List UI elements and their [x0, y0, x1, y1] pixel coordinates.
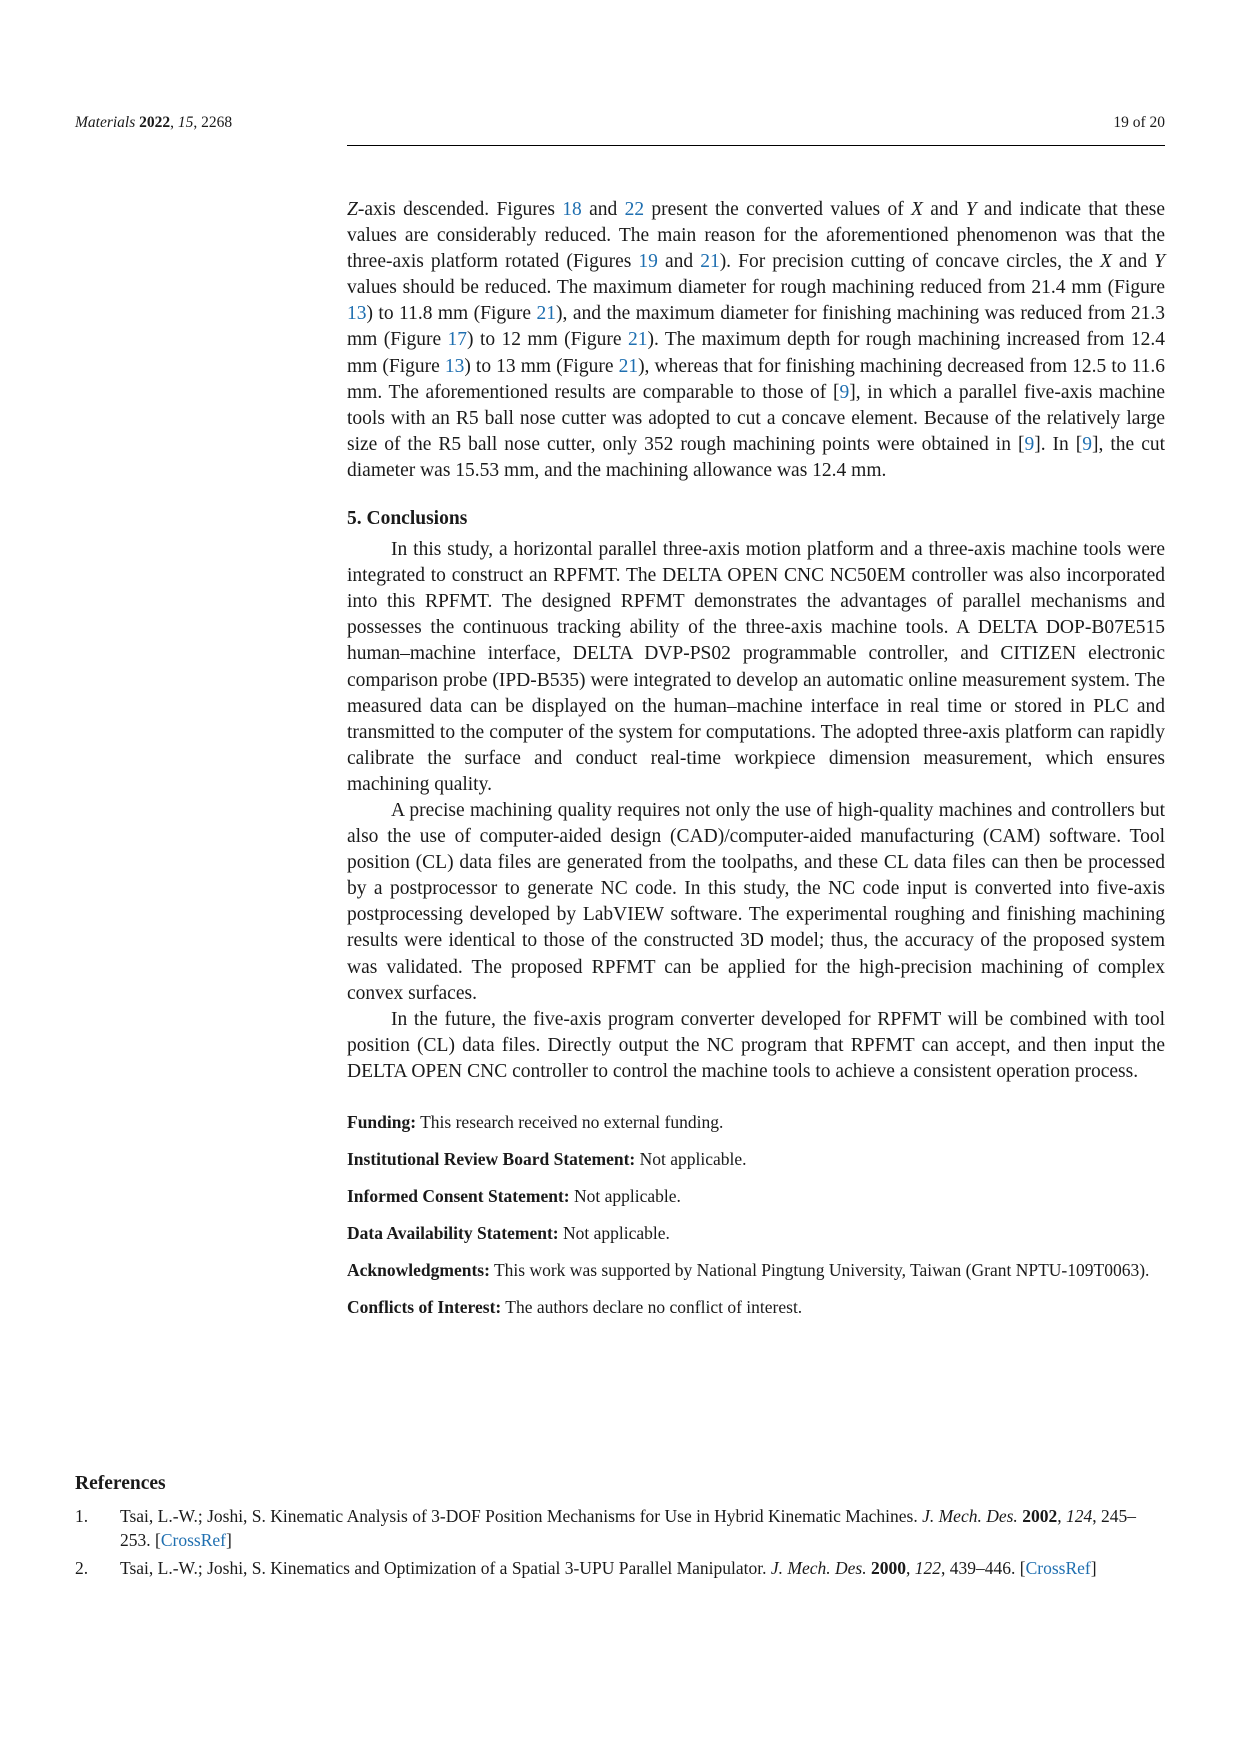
figure-link-13[interactable]: 13 [444, 355, 465, 377]
crossref-link[interactable]: CrossRef [160, 1530, 226, 1550]
conclusion-paragraph-3: In the future, the five-axis program converter developed for RPFMT will be combined with tool position (CL) data files. Directly output the NC program that RPFMT can accept, and then input the DELTA OPEN CNC controller to control the machine tools to achieve a consistent operation process. [347, 1008, 1165, 1082]
page-number: 19 of 20 [1113, 114, 1165, 131]
irb-statement: Institutional Review Board Statement: Not applicable. [347, 1149, 747, 1169]
acknowledgments: Acknowledgments: This work was supported by National Pingtung University, Taiwan (Grant NPTU-109T0063). [347, 1260, 1150, 1280]
header-divider [347, 145, 1165, 146]
journal-citation: Materials 2022, 15, 2268 [75, 114, 233, 131]
figure-link-22[interactable]: 22 [624, 199, 645, 220]
reference-item: 1. Tsai, L.-W.; Joshi, S. Kinematic Analysis of 3-DOF Position Mechanisms for Use in Hybrid Kinematic Machines. J. Mech. Des. 2002, 124, 245–253. [CrossRef] [75, 1506, 1136, 1550]
continued-paragraph: Z-axis descended. Figures 18 and 22 present the converted values of X and Y and indicate that these values are considerably reduced. The main reason for the aforementioned phenomenon was that the three-axis platform rotated (Figures 19 and 21). For precision cutting of concave circles, the X and Y values should be reduced. The maximum diameter for rough machining reduced from 21.4 mm (Figure 13) to 11.8 mm (Figure 21), and the maximum diameter for finishing machining was reduced from 21.3 mm (Figure 17) to 12 mm (Figure 21). The maximum depth for rough machining increased from 12.4 mm (Figure 13) to 13 mm (Figure 21), whereas that for finishing machining decreased from 12.5 to 11.6 mm. The aforementioned results are comparable to those of [9], in which a parallel five-axis machine tools with an R5 ball nose cutter was adopted to cut a concave element. Because of the relatively large size of the R5 ball nose cutter, only 352 rough machining points were obtained in [9]. In [9], the cut diameter was 15.53 mm, and the machining allowance was 12.4 mm. [347, 199, 1166, 481]
figure-link-21[interactable]: 21 [627, 329, 648, 351]
figure-link-13[interactable]: 13 [347, 303, 367, 325]
conclusion-paragraph-2: A precise machining quality requires not only the use of high-quality machines and controllers but also the use of computer-aided design (CAD)/computer-aided manufacturing (CAM) software. Tool position (CL) data files are generated from the toolpaths, and these CL data files can then be processed by a postprocessor to generate NC code. In this study, the NC code input is converted into five-axis postprocessing developed by LabVIEW software. The experimental roughing and finishing machining results were identical to those of the constructed 3D model; thus, the accuracy of the proposed system was validated. The proposed RPFMT can be applied for the high-precision machining of complex convex surfaces. [347, 799, 1165, 1004]
conflicts-statement: Conflicts of Interest: The authors declare no conflict of interest. [347, 1297, 803, 1317]
figure-link-21[interactable]: 21 [536, 303, 557, 325]
back-matter [347, 1110, 1165, 1319]
section-heading: 5. Conclusions [347, 508, 468, 530]
figure-link-21[interactable]: 21 [618, 355, 639, 377]
reference-link-9[interactable]: 9 [839, 381, 850, 403]
crossref-link[interactable]: CrossRef [1025, 1558, 1091, 1578]
figure-link-19[interactable]: 19 [638, 251, 658, 273]
consent-statement: Informed Consent Statement: Not applicable. [347, 1186, 681, 1206]
figure-link-17[interactable]: 17 [447, 329, 468, 351]
references-heading: References [75, 1473, 166, 1494]
data-availability-statement: Data Availability Statement: Not applicable. [347, 1223, 670, 1243]
reference-link-9[interactable]: 9 [1024, 433, 1035, 455]
reference-number: 1. [75, 1506, 89, 1526]
figure-link-21[interactable]: 21 [700, 251, 720, 273]
reference-link-9[interactable]: 9 [1082, 433, 1093, 455]
conclusion-paragraph-1: In this study, a horizontal parallel three-axis motion platform and a three-axis machine tools were integrated to construct an RPFMT. The DELTA OPEN CNC NC50EM controller was also incorporated into this RPFMT. The designed RPFMT demonstrates the advantages of parallel mechanisms and possesses the continuous tracking ability of the three-axis machine tools. A DELTA DOP-B07E515 human–machine interface, DELTA DVP-PS02 programmable controller, and CITIZEN electronic comparison probe (IPD-B535) were integrated to develop an automatic online measurement system. The measured data can be displayed on the human–machine interface in real time or stored in PLC and transmitted to the computer of the system for computations. The adopted three-axis platform can rapidly calibrate the surface and conduct real-time workpiece dimension measurement, which ensures machining quality. [347, 539, 1165, 795]
figure-link-18[interactable]: 18 [562, 199, 582, 220]
funding-statement: Funding: This research received no external funding. [347, 1112, 724, 1132]
reference-item: 2. Tsai, L.-W.; Joshi, S. Kinematics and Optimization of a Spatial 3-UPU Parallel Manipulator. J. Mech. Des. 2000, 122, 439–446. [CrossRef] [75, 1558, 1097, 1578]
main-text [347, 197, 1165, 1332]
reference-number: 2. [75, 1558, 89, 1578]
references-section [75, 1472, 1165, 1584]
